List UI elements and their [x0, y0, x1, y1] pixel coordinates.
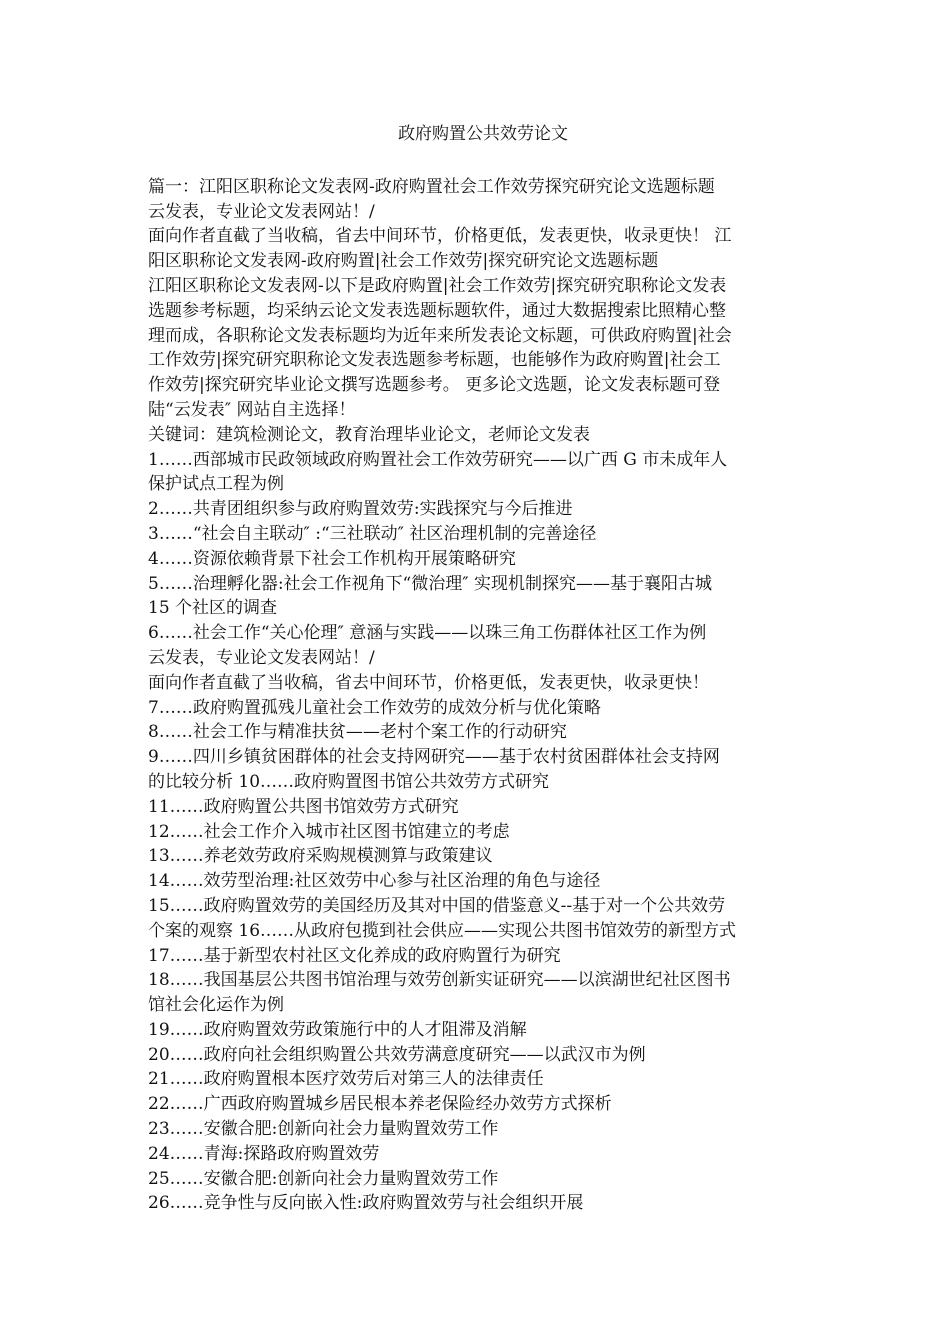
intro-line: 篇一：江阳区职称论文发表网-政府购置社会工作效劳探究研究论文选题标题 — [148, 176, 715, 197]
list-item: 馆社会化运作为例 — [148, 995, 284, 1016]
list-item: 20……政府向社会组织购置公共效劳满意度研究——以武汉市为例 — [148, 1044, 646, 1065]
list-item: 24……青海:探路政府购置效劳 — [148, 1143, 380, 1164]
list-item: 21……政府购置根本医疗效劳后对第三人的法律责任 — [148, 1069, 544, 1090]
list-item: 14……效劳型治理:社区效劳中心参与社区治理的角色与途径 — [148, 871, 601, 892]
intro-line: 作效劳|探究研究毕业论文撰写选题参考。 更多论文选题，论文发表标题可登 — [148, 375, 721, 396]
intro-line: 江阳区职称论文发表网-以下是政府购置|社会工作效劳|探究研究职称论文发表 — [148, 275, 727, 296]
list-item: 个案的观察 16……从政府包揽到社会供应——实现公共图书馆效劳的新型方式 — [148, 920, 737, 941]
intro-line: 面向作者直截了当收稿，省去中间环节，价格更低，发表更快，收录更快！ 江 — [148, 226, 732, 247]
intro-line: 阳区职称论文发表网-政府购置|社会工作效劳|探究研究论文选题标题 — [148, 251, 659, 272]
paper-title-list — [148, 448, 808, 1217]
list-item: 8……社会工作与精准扶贫——老村个案工作的行动研究 — [148, 722, 567, 743]
document-page — [148, 122, 808, 1216]
list-item: 的比较分析 10……政府购置图书馆公共效劳方式研究 — [148, 771, 550, 792]
list-item: 面向作者直截了当收稿，省去中间环节，价格更低，发表更快，收录更快！ — [148, 672, 709, 693]
list-item: 1……西部城市民政领域政府购置社会工作效劳研究——以广西 G 市未成年人 — [148, 449, 728, 470]
list-item: 6……社会工作“关心伦理″ 意涵与实践——以珠三角工伤群体社区工作为例 — [148, 623, 707, 644]
list-item: 12……社会工作介入城市社区图书馆建立的考虑 — [148, 821, 510, 842]
list-item: 18……我国基层公共图书馆治理与效劳创新实证研究——以滨湖世纪社区图书 — [148, 970, 731, 991]
list-item: 17……基于新型农村社区文化养成的政府购置行为研究 — [148, 945, 561, 966]
list-item: 19……政府购置效劳政策施行中的人才阻滞及消解 — [148, 1019, 527, 1040]
list-item: 26……竞争性与反向嵌入性:政府购置效劳与社会组织开展 — [148, 1193, 584, 1214]
list-item: 5……治理孵化器:社会工作视角下“微治理″ 实现机制探究——基于襄阳古城 — [148, 573, 712, 594]
list-item: 保护试点工程为例 — [148, 474, 284, 495]
intro-line: 选题参考标题，均采纳云论文发表选题标题软件，通过大数据搜索比照精心整 — [148, 300, 726, 321]
keywords-line: 关键词：建筑检测论文，教育治理毕业论文，老师论文发表 — [148, 424, 590, 445]
list-item: 11……政府购置公共图书馆效劳方式研究 — [148, 796, 459, 817]
intro-paragraph — [148, 175, 808, 448]
intro-line: 陆“云发表″ 网站自主选择！ — [148, 399, 356, 420]
list-item: 3……“社会自主联动″ :“三社联动″ 社区治理机制的完善途径 — [148, 523, 597, 544]
intro-line: 理而成，各职称论文发表标题均为近年来所发表论文标题，可供政府购置|社会 — [148, 325, 732, 346]
list-item: 22……广西政府购置城乡居民根本养老保险经办效劳方式探析 — [148, 1094, 612, 1115]
document-title: 政府购置公共效劳论文 — [398, 124, 568, 144]
list-item: 云发表，专业论文发表网站！/ — [148, 647, 375, 668]
list-item: 15 个社区的调查 — [148, 598, 278, 619]
list-item: 9……四川乡镇贫困群体的社会支持网研究——基于农村贫困群体社会支持网 — [148, 747, 720, 768]
intro-line: 工作效劳|探究研究职称论文发表选题参考标题，也能够作为政府购置|社会工 — [148, 350, 721, 371]
intro-line: 云发表，专业论文发表网站！/ — [148, 201, 375, 222]
list-item: 7……政府购置孤残儿童社会工作效劳的成效分析与优化策略 — [148, 697, 601, 718]
list-item: 13……养老效劳政府采购规模测算与政策建议 — [148, 846, 493, 867]
list-item: 4……资源依赖背景下社会工作机构开展策略研究 — [148, 548, 516, 569]
list-item: 23……安徽合肥:创新向社会力量购置效劳工作 — [148, 1119, 499, 1140]
list-item: 2……共青团组织参与政府购置效劳:实践探究与今后推进 — [148, 499, 573, 520]
list-item: 15……政府购置效劳的美国经历及其对中国的借鉴意义--基于对一个公共效劳 — [148, 895, 726, 916]
list-item: 25……安徽合肥:创新向社会力量购置效劳工作 — [148, 1168, 499, 1189]
